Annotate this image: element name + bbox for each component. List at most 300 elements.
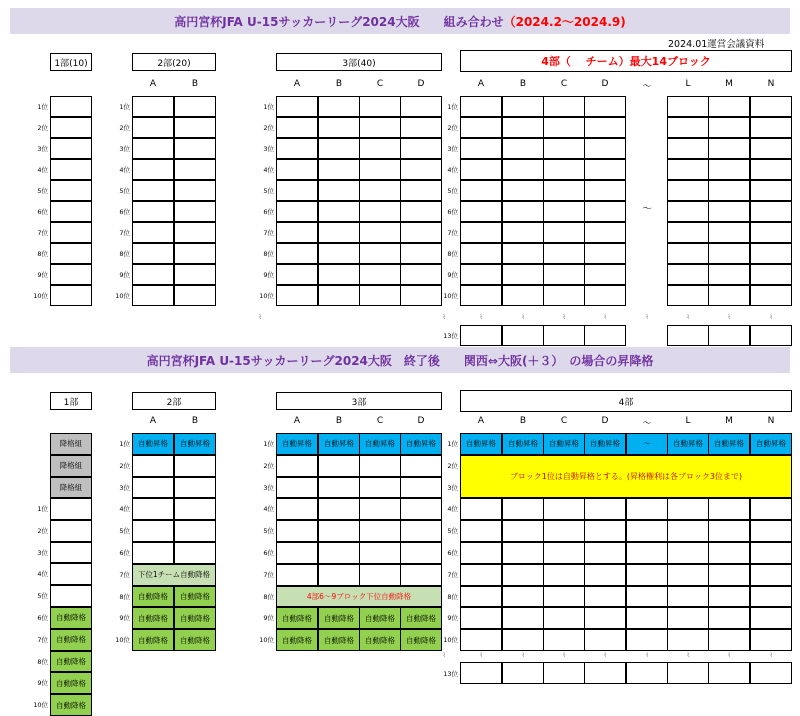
continuation-mark: ﾐ xyxy=(258,314,262,321)
table-cell xyxy=(502,520,544,542)
table-cell xyxy=(359,498,401,520)
rank-label: 7位 xyxy=(447,570,458,579)
table-cell xyxy=(543,542,585,564)
promote-cell: 自動昇格 xyxy=(750,433,792,455)
relegation-group-cell: 降格組 xyxy=(50,477,92,499)
rank-label: 10位 xyxy=(443,292,458,300)
table-cell xyxy=(174,159,216,180)
table-cell xyxy=(502,264,544,285)
table-cell xyxy=(543,662,585,684)
table-cell xyxy=(400,159,442,180)
continuation-mark: ﾐ xyxy=(769,314,773,321)
table-cell xyxy=(50,264,92,285)
table-cell xyxy=(174,455,216,477)
table-cell xyxy=(132,201,174,222)
table-cell xyxy=(543,222,585,243)
rank-label: 6位 xyxy=(37,208,48,216)
table-cell xyxy=(359,201,401,222)
table-cell xyxy=(276,564,318,586)
table-cell xyxy=(400,498,442,520)
table-cell xyxy=(174,180,216,201)
promote-cell: 自動昇格 xyxy=(543,433,585,455)
div3-col-label: A xyxy=(293,416,301,426)
relegate-cell: 自動降格 xyxy=(132,607,174,629)
continuation-mark: ﾐ xyxy=(686,314,690,321)
continuation-mark: ﾐ xyxy=(479,652,483,659)
rank-label: 3位 xyxy=(37,145,48,153)
table-cell xyxy=(400,285,442,306)
table-cell xyxy=(276,96,318,117)
rank-label: 6位 xyxy=(263,549,274,557)
div4-col-label: D xyxy=(601,416,609,426)
promote-cell: 自動昇格 xyxy=(502,433,544,455)
rank-label: 7位 xyxy=(119,570,130,579)
bottom-banner: 高円宮杯JFA U-15サッカーリーグ2024大阪 終了後 関西⇔大阪(＋３） の場合の昇降格 xyxy=(10,347,790,373)
table-cell xyxy=(750,629,792,651)
table-cell xyxy=(543,520,585,542)
continuation-mark: ﾐ xyxy=(562,652,566,659)
rank-label: 2位 xyxy=(447,461,458,470)
rank-label: 10位 xyxy=(115,292,130,300)
table-cell xyxy=(667,629,709,651)
table-cell xyxy=(708,138,750,159)
table-cell xyxy=(174,201,216,222)
table-cell xyxy=(750,138,792,159)
rank-label: 4位 xyxy=(447,505,458,514)
table-cell xyxy=(502,138,544,159)
table-cell xyxy=(460,285,502,306)
table-cell xyxy=(667,159,709,180)
table-cell xyxy=(174,498,216,520)
table-cell xyxy=(584,564,626,586)
table-cell xyxy=(750,117,792,138)
relegate-cell: 自動降格 xyxy=(50,629,92,651)
table-cell xyxy=(276,542,318,564)
table-cell xyxy=(132,264,174,285)
table-cell xyxy=(543,629,585,651)
table-cell xyxy=(502,629,544,651)
rank-label-13: 13位 xyxy=(443,670,458,678)
promote-cell: 自動昇格 xyxy=(174,433,216,455)
div4-col-label: A xyxy=(477,416,485,426)
table-cell xyxy=(318,243,360,264)
continuation-mark: ﾐ xyxy=(603,652,607,659)
table-cell xyxy=(667,520,709,542)
table-cell xyxy=(460,117,502,138)
rank-label: 7位 xyxy=(37,229,48,237)
rank-label: 1位 xyxy=(263,103,274,111)
tilde-mark: ～ xyxy=(642,204,652,215)
table-cell xyxy=(584,520,626,542)
table-cell xyxy=(400,477,442,499)
table-cell xyxy=(502,662,544,684)
table-cell xyxy=(318,285,360,306)
rank-label: 3位 xyxy=(447,145,458,153)
table-cell xyxy=(276,455,318,477)
promote-cell: 自動昇格 xyxy=(584,433,626,455)
table-cell xyxy=(543,607,585,629)
rank-label-13: 13位 xyxy=(443,332,458,340)
table-cell xyxy=(667,542,709,564)
table-cell xyxy=(584,243,626,264)
rank-label: 4位 xyxy=(447,166,458,174)
relegate-cell: 自動降格 xyxy=(132,586,174,608)
top-banner-period: （2024.2～2024.9) xyxy=(503,14,626,29)
table-cell xyxy=(318,159,360,180)
table-cell xyxy=(667,222,709,243)
table-cell xyxy=(400,264,442,285)
table-cell xyxy=(502,542,544,564)
div4-col-label: A xyxy=(477,79,485,89)
relegate-cell: 自動降格 xyxy=(174,607,216,629)
table-cell xyxy=(132,96,174,117)
table-cell xyxy=(584,180,626,201)
table-cell xyxy=(708,542,750,564)
table-cell xyxy=(626,498,668,520)
table-cell xyxy=(50,222,92,243)
rank-label: 9位 xyxy=(37,679,48,688)
table-cell xyxy=(667,96,709,117)
table-cell xyxy=(543,564,585,586)
table-cell xyxy=(276,243,318,264)
table-cell xyxy=(708,117,750,138)
table-cell xyxy=(543,586,585,608)
promote-cell: 自動昇格 xyxy=(667,433,709,455)
table-cell xyxy=(584,138,626,159)
div2-col-label: A xyxy=(149,79,157,89)
table-cell xyxy=(543,325,585,346)
table-cell xyxy=(460,159,502,180)
continuation-mark: ﾐ xyxy=(603,314,607,321)
table-cell xyxy=(750,564,792,586)
table-cell xyxy=(750,243,792,264)
table-cell xyxy=(50,117,92,138)
rank-label: 5位 xyxy=(263,187,274,195)
div4-col-label: M xyxy=(725,416,733,426)
table-cell xyxy=(543,180,585,201)
table-cell xyxy=(584,159,626,180)
rank-label: 6位 xyxy=(37,614,48,622)
table-cell xyxy=(584,222,626,243)
promote-cell: 自動昇格 xyxy=(460,433,502,455)
promote-cell: 自動昇格 xyxy=(400,433,442,455)
div4-col-label: L xyxy=(685,79,691,89)
table-cell xyxy=(584,325,626,346)
rank-label: 3位 xyxy=(447,483,458,492)
table-cell xyxy=(359,264,401,285)
relegate-note-cell: 4部6～9ブロック下位自動降格 xyxy=(276,586,442,608)
table-cell xyxy=(502,285,544,306)
table-cell xyxy=(50,585,92,607)
table-cell xyxy=(750,662,792,684)
table-cell xyxy=(132,285,174,306)
rank-label: 7位 xyxy=(37,635,48,644)
table-cell xyxy=(460,201,502,222)
rank-label: 3位 xyxy=(119,145,130,153)
continuation-mark: ﾐ xyxy=(442,314,446,321)
table-cell xyxy=(708,264,750,285)
rank-label: 10位 xyxy=(33,701,48,710)
relegate-cell: 自動降格 xyxy=(174,586,216,608)
table-cell xyxy=(584,201,626,222)
table-cell xyxy=(132,455,174,477)
table-cell xyxy=(708,159,750,180)
rank-label: 4位 xyxy=(37,166,48,174)
rank-label: 7位 xyxy=(447,229,458,237)
table-cell xyxy=(276,201,318,222)
table-cell xyxy=(460,325,502,346)
meeting-note: 2024.01運営会議資料 xyxy=(668,39,765,50)
table-cell xyxy=(359,285,401,306)
table-cell xyxy=(132,520,174,542)
rank-label: 8位 xyxy=(119,250,130,258)
table-cell xyxy=(132,498,174,520)
promote-tilde-cell: ～ xyxy=(626,433,668,455)
table-cell xyxy=(460,542,502,564)
relegate-cell: 自動降格 xyxy=(50,607,92,629)
table-cell xyxy=(132,180,174,201)
table-cell xyxy=(460,222,502,243)
table-cell xyxy=(543,117,585,138)
table-cell xyxy=(460,520,502,542)
relegate-cell: 自動降格 xyxy=(50,694,92,716)
table-cell xyxy=(667,243,709,264)
div4-col-label: D xyxy=(601,79,609,89)
rank-label: 5位 xyxy=(447,527,458,536)
promote-cell: 自動昇格 xyxy=(276,433,318,455)
div4-col-label: N xyxy=(767,416,775,426)
div1-header: 1部(10) xyxy=(50,53,92,71)
table-cell xyxy=(50,96,92,117)
rank-label: 3位 xyxy=(263,145,274,153)
table-cell xyxy=(626,586,668,608)
table-cell xyxy=(750,498,792,520)
rank-label: 7位 xyxy=(263,229,274,237)
table-cell xyxy=(318,201,360,222)
table-cell xyxy=(708,243,750,264)
div3-col-label: C xyxy=(376,79,384,89)
div4-header: 4部（ チーム）最大14ブロック xyxy=(460,50,792,72)
continuation-mark: ﾐ xyxy=(645,314,649,321)
rank-label: 10位 xyxy=(443,636,458,645)
rank-label: 7位 xyxy=(119,229,130,237)
table-cell xyxy=(750,201,792,222)
table-cell xyxy=(460,243,502,264)
relegate-cell: 自動降格 xyxy=(359,607,401,629)
table-cell xyxy=(460,264,502,285)
table-cell xyxy=(132,222,174,243)
table-cell xyxy=(502,243,544,264)
table-cell xyxy=(400,564,442,586)
rank-label: 4位 xyxy=(119,166,130,174)
rank-label: 9位 xyxy=(447,271,458,279)
table-cell xyxy=(276,180,318,201)
table-cell xyxy=(400,117,442,138)
table-cell xyxy=(50,520,92,542)
rank-label: 9位 xyxy=(447,614,458,623)
continuation-mark: ﾐ xyxy=(727,314,731,321)
rank-label: 1位 xyxy=(447,103,458,111)
rank-label: 3位 xyxy=(37,548,48,557)
table-cell xyxy=(584,96,626,117)
table-cell xyxy=(359,96,401,117)
table-cell xyxy=(626,662,668,684)
div4-col-label: ～ xyxy=(642,82,652,92)
table-cell xyxy=(174,96,216,117)
div3-header: 3部(40) xyxy=(276,53,442,71)
div2-col-label: B xyxy=(191,416,199,426)
table-cell xyxy=(584,542,626,564)
div3-col-label: C xyxy=(376,416,384,426)
relegate-cell: 自動降格 xyxy=(318,607,360,629)
rank-label: 10位 xyxy=(259,292,274,300)
top-banner-title: 高円宮杯JFA U-15サッカーリーグ2024大阪 組み合わせ xyxy=(174,14,504,29)
rank-label: 10位 xyxy=(115,636,130,645)
rank-label: 1位 xyxy=(37,103,48,111)
relegate-cell: 自動降格 xyxy=(400,607,442,629)
rank-label: 6位 xyxy=(263,208,274,216)
rank-label: 8位 xyxy=(37,250,48,258)
div4-col-label: N xyxy=(767,79,775,89)
table-cell xyxy=(276,498,318,520)
promote-cell: 自動昇格 xyxy=(318,433,360,455)
table-cell xyxy=(667,138,709,159)
table-cell xyxy=(708,96,750,117)
rank-label: 4位 xyxy=(263,166,274,174)
rank-label: 6位 xyxy=(447,208,458,216)
table-cell xyxy=(132,117,174,138)
rank-label: 7位 xyxy=(263,570,274,579)
table-cell xyxy=(276,285,318,306)
div4-col-label: L xyxy=(685,416,691,426)
table-cell xyxy=(50,138,92,159)
table-cell xyxy=(502,498,544,520)
table-cell xyxy=(502,586,544,608)
rank-label: 9位 xyxy=(119,614,130,623)
table-cell xyxy=(626,520,668,542)
div2-col-label: A xyxy=(149,416,157,426)
top-banner xyxy=(10,8,790,34)
div3-col-label: D xyxy=(417,79,425,89)
promote-cell: 自動昇格 xyxy=(132,433,174,455)
div4-col-label: M xyxy=(725,79,733,89)
table-cell xyxy=(584,264,626,285)
continuation-mark: ﾐ xyxy=(479,314,483,321)
rank-label: 2位 xyxy=(119,124,130,132)
table-cell xyxy=(359,222,401,243)
continuation-mark: ﾐ xyxy=(442,652,446,659)
rank-label: 5位 xyxy=(119,187,130,195)
table-cell xyxy=(460,586,502,608)
table-cell xyxy=(50,180,92,201)
relegate-cell: 自動降格 xyxy=(50,672,92,694)
table-cell xyxy=(584,607,626,629)
continuation-mark: ﾐ xyxy=(686,652,690,659)
relegate-cell: 自動降格 xyxy=(132,629,174,651)
table-cell xyxy=(502,96,544,117)
rank-label: 5位 xyxy=(119,527,130,536)
table-cell xyxy=(543,498,585,520)
table-cell xyxy=(132,477,174,499)
rank-label: 2位 xyxy=(447,124,458,132)
rank-label: 9位 xyxy=(37,271,48,279)
table-cell xyxy=(318,138,360,159)
rank-label: 5位 xyxy=(263,527,274,536)
rank-label: 8位 xyxy=(119,592,130,601)
div3-col-label: A xyxy=(293,79,301,89)
table-cell xyxy=(584,117,626,138)
relegate-note-cell: 下位1チーム自動降格 xyxy=(132,564,216,586)
relegate-cell: 自動降格 xyxy=(276,629,318,651)
div2-col-label: B xyxy=(191,79,199,89)
table-cell xyxy=(626,607,668,629)
table-cell xyxy=(318,455,360,477)
table-cell xyxy=(750,586,792,608)
rank-label: 2位 xyxy=(37,124,48,132)
table-cell xyxy=(584,586,626,608)
table-cell xyxy=(400,520,442,542)
table-cell xyxy=(667,607,709,629)
table-cell xyxy=(750,180,792,201)
table-cell xyxy=(174,243,216,264)
rank-label: 8位 xyxy=(447,592,458,601)
table-cell xyxy=(400,222,442,243)
rank-label: 5位 xyxy=(37,592,48,601)
continuation-mark: ﾐ xyxy=(521,314,525,321)
table-cell xyxy=(359,138,401,159)
table-cell xyxy=(174,222,216,243)
promote-cell: 自動昇格 xyxy=(708,433,750,455)
table-cell xyxy=(460,607,502,629)
table-cell xyxy=(667,325,709,346)
table-cell xyxy=(502,325,544,346)
table-cell xyxy=(400,180,442,201)
relegation-group-cell: 降格組 xyxy=(50,455,92,477)
table-cell xyxy=(400,455,442,477)
div4-col-label: ～ xyxy=(642,419,652,429)
table-cell xyxy=(132,542,174,564)
table-cell xyxy=(667,264,709,285)
table-cell xyxy=(132,159,174,180)
relegate-cell: 自動降格 xyxy=(276,607,318,629)
table-cell xyxy=(318,542,360,564)
table-cell xyxy=(460,564,502,586)
table-cell xyxy=(276,138,318,159)
table-cell xyxy=(543,138,585,159)
table-cell xyxy=(460,662,502,684)
table-cell xyxy=(359,117,401,138)
table-cell xyxy=(359,455,401,477)
table-cell xyxy=(276,264,318,285)
rank-label: 2位 xyxy=(263,461,274,470)
table-cell xyxy=(667,586,709,608)
table-cell xyxy=(174,138,216,159)
rank-label: 2位 xyxy=(119,461,130,470)
table-cell xyxy=(543,243,585,264)
table-cell xyxy=(502,201,544,222)
rank-label: 1位 xyxy=(119,103,130,111)
table-cell xyxy=(750,264,792,285)
table-cell xyxy=(400,542,442,564)
table-cell xyxy=(626,542,668,564)
div4-note-cell: ブロック1位は自動昇格とする。(昇格権利は各ブロック3位まで) xyxy=(460,455,792,499)
table-cell xyxy=(359,542,401,564)
table-cell xyxy=(318,180,360,201)
table-cell xyxy=(584,662,626,684)
table-cell xyxy=(750,159,792,180)
continuation-mark: ﾐ xyxy=(727,652,731,659)
table-cell xyxy=(750,607,792,629)
